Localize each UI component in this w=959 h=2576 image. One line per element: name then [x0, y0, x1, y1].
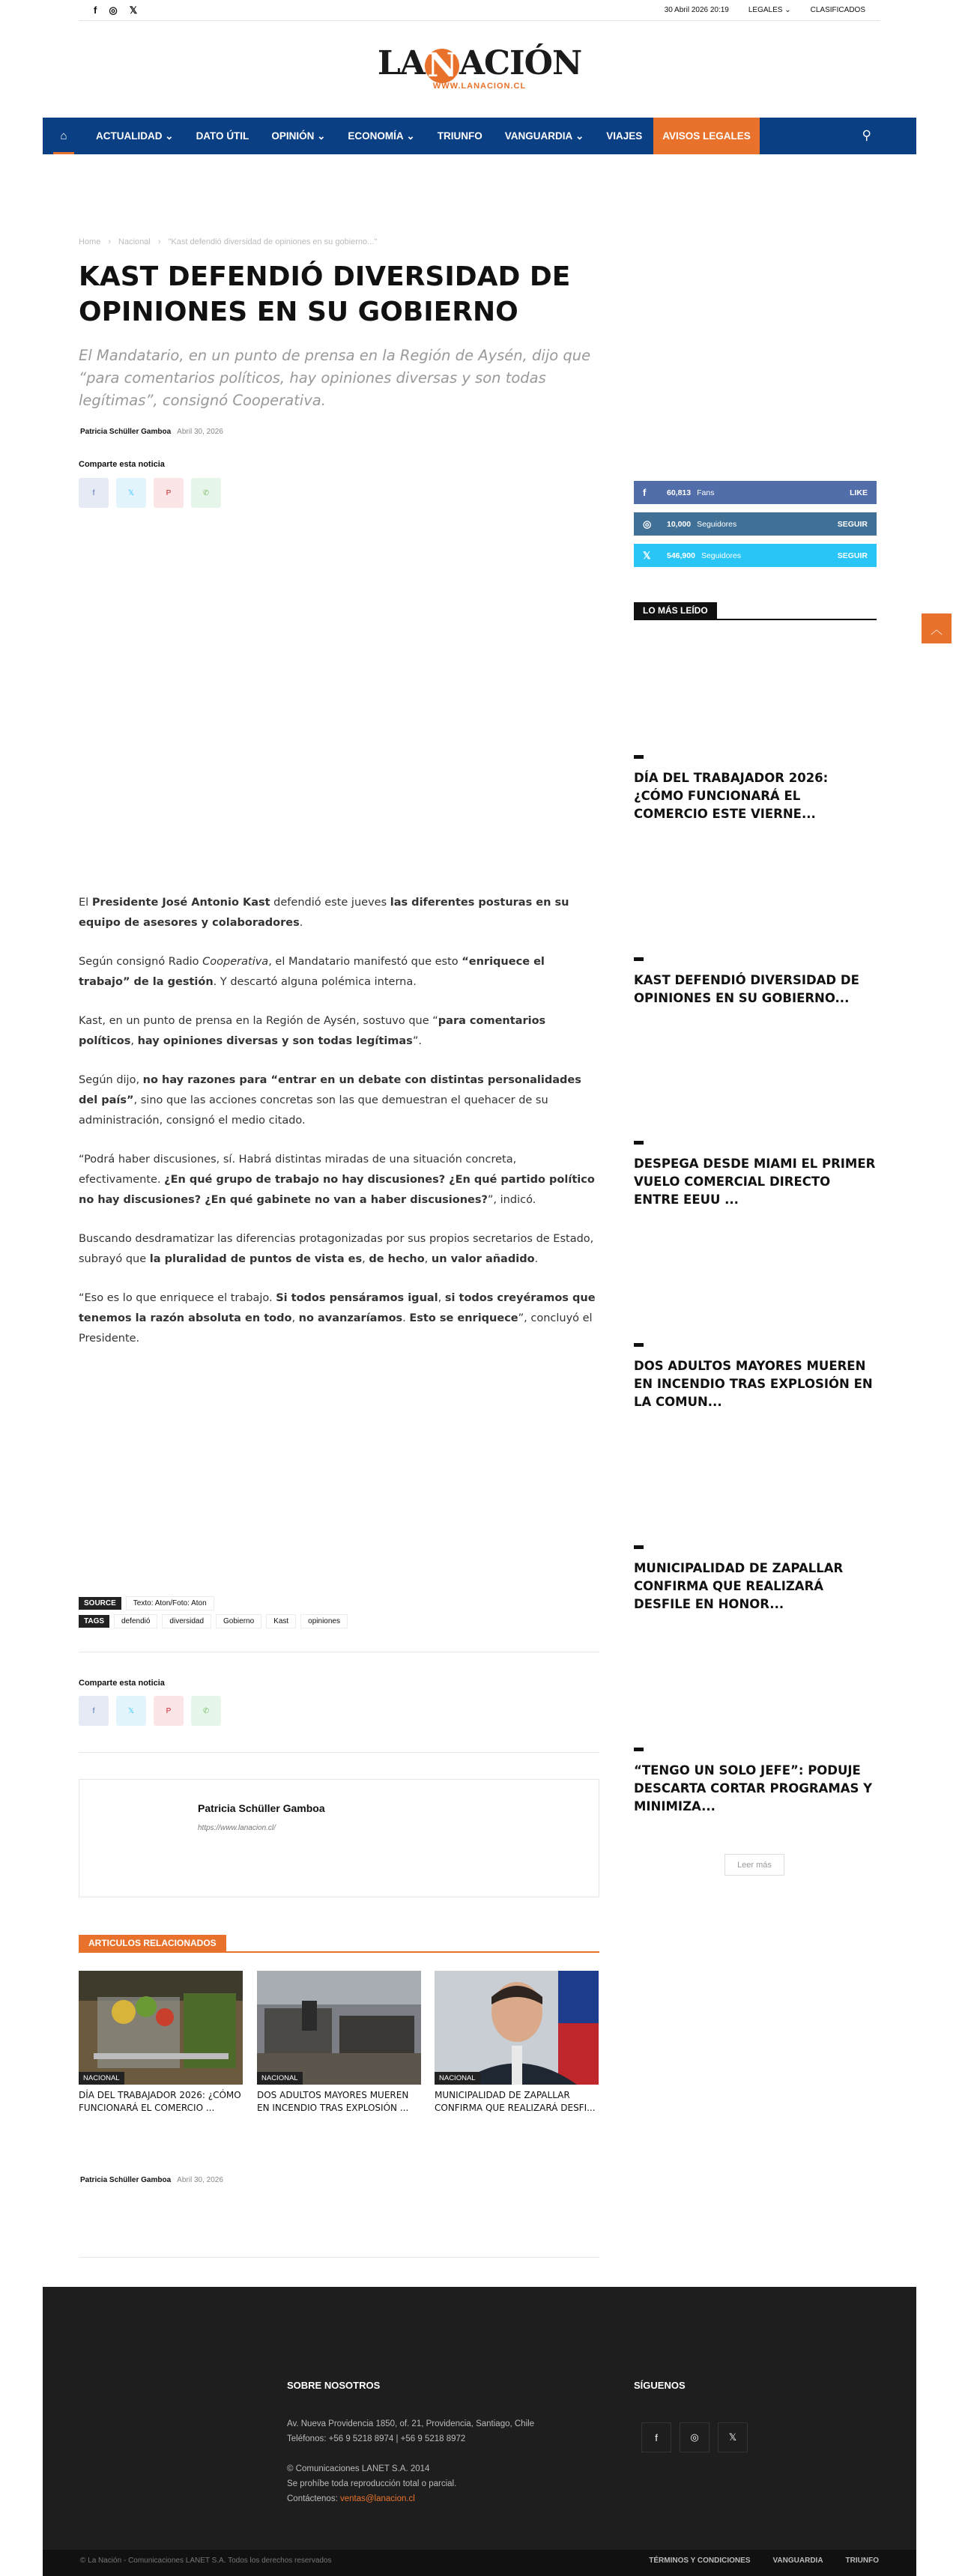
related-thumbnail[interactable] — [257, 1971, 421, 2085]
twitter-share-icon[interactable]: 𝕏 — [116, 478, 146, 508]
author-link[interactable]: Patricia Schüller Gamboa — [80, 428, 172, 436]
article-body — [79, 893, 599, 1368]
related-article[interactable] — [435, 1971, 599, 2115]
subfooter-links — [649, 2557, 879, 2565]
category-badge[interactable]: NACIONAL — [435, 2072, 480, 2085]
facebook-share-icon[interactable]: f — [79, 1696, 109, 1726]
related-heading: ARTICULOS RELACIONADOS — [79, 1935, 599, 1953]
nav-opinion[interactable]: OPINIÓN ⌄ — [271, 130, 326, 142]
subfooter-copyright: © La Nación - Comunicaciones LANET S.A. Todos los derechos reservados — [80, 2557, 332, 2565]
scroll-to-top-button[interactable] — [922, 613, 952, 643]
related-thumbnail[interactable] — [79, 1971, 243, 2085]
instagram-icon[interactable]: ◎ — [109, 4, 118, 16]
paragraph: Buscando desdramatizar las diferencias protagonizadas por sus propios secretarios de Estado, subrayó que la pluralidad de puntos de vista es, de hecho, un valor añadido. — [79, 1233, 594, 1265]
main-navigation — [43, 118, 916, 154]
breadcrumb-section[interactable]: Nacional — [118, 237, 151, 246]
top-social-icons — [94, 4, 137, 16]
paragraph: Según dijo, no hay razones para “entrar en un debate con distintas personalidades del país”, sino que las acciones concretas son las que demuestran el quehacer de su administración, consignó el medio citado. — [79, 1074, 581, 1127]
twitter-share-icon[interactable]: 𝕏 — [116, 1696, 146, 1726]
tag[interactable]: opiniones — [300, 1614, 348, 1628]
follow-button[interactable]: SEGUIR — [837, 519, 868, 529]
related-thumbnail[interactable] — [435, 1971, 599, 2085]
tag[interactable]: diversidad — [162, 1614, 211, 1628]
top-bar-right — [665, 6, 865, 14]
publish-date: Abril 30, 2026 — [177, 428, 223, 436]
paragraph: Kast, en un punto de prensa en la Región de Aysén, sostuvo que “para comentarios políticos, hay opiniones diversas y son todas legítimas”. — [79, 1015, 546, 1047]
site-logo[interactable]: LANACIÓN WWW.LANACION.CL — [0, 46, 959, 91]
nav-viajes[interactable]: VIAJES — [606, 130, 643, 142]
tags-row — [79, 1614, 348, 1628]
article-lead: El Mandatario, en un punto de prensa en la Región de Aysén, dijo que “para comentarios políticos, hay opiniones diversas y son todas legítimas”, consignó Cooperativa. — [79, 347, 591, 409]
breadcrumb-home[interactable]: Home — [79, 237, 101, 246]
twitter-icon[interactable]: 𝕏 — [718, 2422, 748, 2452]
author-box — [79, 1779, 599, 1897]
nav-vanguardia[interactable]: VANGUARDIA ⌄ — [504, 130, 584, 142]
instagram-icon[interactable]: ◎ — [680, 2422, 710, 2452]
subfooter — [43, 2550, 916, 2576]
source-row — [79, 1596, 214, 1610]
chevron-right-icon: › — [157, 237, 161, 246]
instagram-icon: ◎ — [643, 518, 652, 530]
most-read-item[interactable]: DÍA DEL TRABAJADOR 2026: ¿CÓMO FUNCIONARÁ EL COMERCIO ESTE VIERNE... — [634, 755, 877, 823]
nav-actualidad[interactable]: ACTUALIDAD ⌄ — [96, 130, 174, 142]
chevron-right-icon: › — [108, 237, 112, 246]
breadcrumb-current: "Kast defendió diversidad de opiniones en su gobierno..." — [168, 237, 378, 246]
facebook-icon: f — [643, 487, 647, 498]
related-article[interactable] — [79, 1971, 243, 2115]
byline — [80, 428, 223, 436]
byline — [80, 2176, 223, 2184]
triunfo-link[interactable]: TRIUNFO — [845, 2557, 879, 2565]
source-value: Texto: Aton/Foto: Aton — [126, 1596, 214, 1610]
paragraph: “Eso es lo que enriquece el trabajo. Si todos pensáramos igual, si todos creyéramos que tenemos la razón absoluta en todo, no avanzaríamos. Esto se enriquece”, concluyó el Presidente. — [79, 1292, 596, 1345]
twitter-icon[interactable]: 𝕏 — [129, 4, 138, 16]
footer-social-icons — [641, 2422, 748, 2452]
article-title: KAST DEFENDIÓ DIVERSIDAD DE OPINIONES EN SU GOBIERNO — [79, 261, 571, 327]
most-read-item[interactable]: DOS ADULTOS MAYORES MUEREN EN INCENDIO TRAS EXPLOSIÓN EN LA COMUN... — [634, 1343, 877, 1411]
like-button[interactable]: LIKE — [850, 488, 868, 497]
search-icon[interactable]: ⚲ — [862, 128, 871, 142]
pinterest-share-icon[interactable]: P — [154, 1696, 184, 1726]
breadcrumb — [79, 237, 377, 246]
logo-url: WWW.LANACION.CL — [432, 81, 527, 91]
paragraph: “Podrá haber discusiones, sí. Habrá distintas miradas de una situación concreta, efectivamente. ¿En qué grupo de trabajo no hay discusiones? ¿En qué partido político no hay discusiones? ¿En qué gabinete no van a haber discusiones?”, indicó. — [79, 1154, 595, 1206]
most-read-item[interactable]: “TENGO UN SOLO JEFE”: PODUJE DESCARTA CORTAR PROGRAMAS Y MINIMIZA... — [634, 1748, 877, 1816]
twitter-counter[interactable]: 𝕏 546,900 Seguidores SEGUIR — [634, 544, 877, 567]
instagram-counter[interactable]: ◎ 10,000 Seguidores SEGUIR — [634, 512, 877, 536]
facebook-icon[interactable]: f — [94, 4, 97, 16]
paragraph: Según consignó Radio Cooperativa, el Mandatario manifestó que esto “enriquece el trabajo” de la gestión. Y descartó alguna polémica interna. — [79, 956, 545, 988]
nav-triunfo[interactable]: TRIUNFO — [437, 130, 482, 142]
most-read-item[interactable]: KAST DEFENDIÓ DIVERSIDAD DE OPINIONES EN SU GOBIERNO... — [634, 957, 877, 1007]
nav-dato-util[interactable]: DATO ÚTIL — [196, 130, 249, 142]
contact-email-link[interactable]: ventas@lanacion.cl — [339, 2494, 415, 2503]
author-name[interactable]: Patricia Schüller Gamboa — [198, 1802, 325, 1814]
terms-link[interactable]: TÉRMINOS Y CONDICIONES — [649, 2557, 751, 2565]
nav-avisos-legales[interactable]: AVISOS LEGALES — [653, 118, 760, 154]
nav-economia[interactable]: ECONOMÍA ⌄ — [348, 130, 415, 142]
related-title[interactable]: DÍA DEL TRABAJADOR 2026: ¿CÓMO FUNCIONARÁ EL COMERCIO ... — [79, 2090, 241, 2113]
tag[interactable]: Gobierno — [216, 1614, 261, 1628]
top-bar — [79, 0, 880, 21]
home-icon[interactable]: ⌂ — [43, 118, 85, 154]
footer-contact-info: Av. Nueva Providencia 1850, of. 21, Providencia, Santiago, Chile Teléfonos: +56 9 5218 8974 | +56 9 5218 8972 © Comunicaciones LANET S.A. 2014 Se prohíbe toda reproducción total o parcial. Contáctenos: ventas@lanacion.cl — [287, 2419, 535, 2503]
chevron-up-icon: ︿ — [930, 623, 943, 637]
clasificados-link[interactable]: CLASIFICADOS — [810, 6, 865, 14]
legales-menu[interactable]: LEGALES ⌄ — [748, 6, 791, 14]
twitter-icon: 𝕏 — [643, 549, 651, 561]
share-label: Comparte esta noticia — [79, 1679, 165, 1688]
footer-about-heading: SOBRE NOSOTROS — [287, 2380, 381, 2391]
paragraph: El Presidente José Antonio Kast defendió este jueves las diferentes posturas en su equipo de asesores y colaboradores. — [79, 897, 569, 929]
tag[interactable]: defendió — [114, 1614, 157, 1628]
divider — [79, 1752, 599, 1753]
share-buttons — [79, 1696, 221, 1726]
facebook-icon[interactable]: f — [641, 2422, 671, 2452]
follow-button[interactable]: SEGUIR — [837, 551, 868, 560]
most-read-heading: LO MÁS LEÍDO — [634, 602, 877, 620]
category-badge[interactable]: NACIONAL — [79, 2072, 124, 2085]
author-link[interactable]: Patricia Schüller Gamboa — [80, 2176, 172, 2184]
most-read-item[interactable]: DESPEGA DESDE MIAMI EL PRIMER VUELO COMERCIAL DIRECTO ENTRE EEUU ... — [634, 1141, 877, 1209]
facebook-counter[interactable]: f 60,813 Fans LIKE — [634, 481, 877, 504]
tag[interactable]: Kast — [266, 1614, 296, 1628]
related-article[interactable] — [257, 1971, 421, 2115]
whatsapp-share-icon[interactable]: ✆ — [191, 478, 221, 508]
vanguardia-link[interactable]: VANGUARDIA — [772, 2557, 823, 2565]
whatsapp-share-icon[interactable]: ✆ — [191, 1696, 221, 1726]
source-label: SOURCE — [79, 1597, 121, 1610]
share-label: Comparte esta noticia — [79, 460, 165, 469]
divider — [79, 2257, 599, 2258]
footer — [43, 2287, 916, 2576]
pinterest-share-icon[interactable]: P — [154, 478, 184, 508]
publish-date: Abril 30, 2026 — [177, 2176, 223, 2184]
share-buttons — [79, 478, 221, 508]
current-date: 30 Abril 2026 20:19 — [664, 6, 729, 14]
tags-label: TAGS — [79, 1615, 109, 1628]
load-more-button[interactable]: Leer más — [724, 1854, 784, 1876]
most-read-item[interactable]: MUNICIPALIDAD DE ZAPALLAR CONFIRMA QUE REALIZARÁ DESFILE EN HONOR... — [634, 1545, 877, 1613]
related-title[interactable]: MUNICIPALIDAD DE ZAPALLAR CONFIRMA QUE REALIZARÁ DESFI... — [435, 2090, 596, 2113]
footer-follow-heading: SÍGUENOS — [634, 2380, 686, 2391]
category-badge[interactable]: NACIONAL — [257, 2072, 303, 2085]
author-url[interactable]: https://www.lanacion.cl/ — [198, 1824, 276, 1832]
related-title[interactable]: DOS ADULTOS MAYORES MUEREN EN INCENDIO TRAS EXPLOSIÓN ... — [257, 2090, 409, 2113]
facebook-share-icon[interactable]: f — [79, 478, 109, 508]
